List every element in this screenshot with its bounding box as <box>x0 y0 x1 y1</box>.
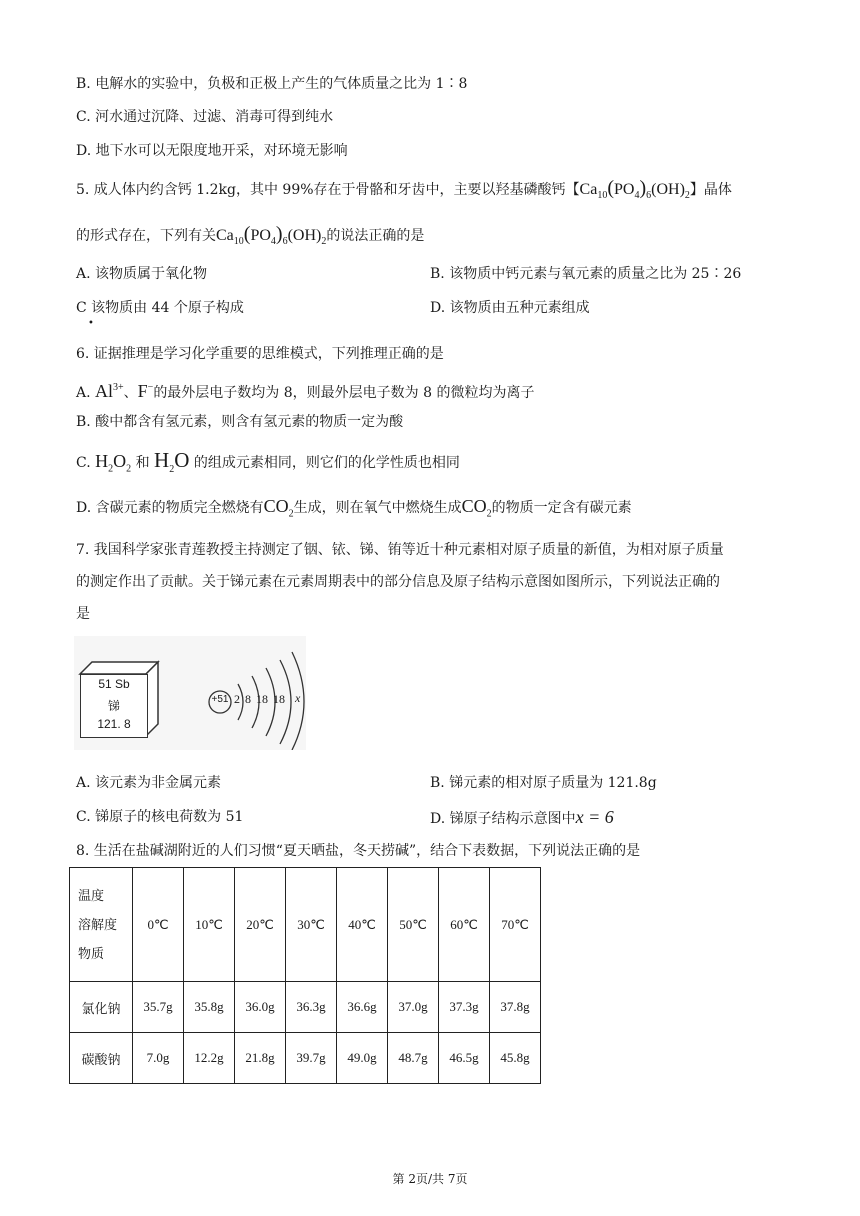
element-card <box>80 674 148 738</box>
q6-option-c: C. $H_2O_2$ 和 $H_2O$ 的组成元素相同，则它们的化学性质也相同 <box>76 448 460 476</box>
row-substance-name: 碳酸钠 <box>70 1033 133 1084</box>
dot-mark: • <box>88 318 94 329</box>
table-cell: 21.8g <box>235 1033 286 1084</box>
row-substance-name: 氯化钠 <box>70 982 133 1033</box>
temp-header: 60℃ <box>439 868 490 982</box>
table-cell: 37.3g <box>439 982 490 1033</box>
table-cell: 45.8g <box>490 1033 541 1084</box>
shell-x-label: x <box>295 691 301 705</box>
header-label-temp: 温度 <box>78 888 105 903</box>
q5-option-d: D. 该物质由五种元素组成 <box>430 300 590 316</box>
header-label-substance: 物质 <box>78 946 105 961</box>
header-label-solubility: 溶解度 <box>78 917 118 932</box>
q6-option-d: D. 含碳元素的物质完全燃烧有$CO_2$生成，则在氧气中燃烧生成$CO_2$的物质一定含有碳元素 <box>76 496 632 520</box>
hydroxyapatite-formula: $Ca_{10}(PO_4)_6(OH)_2$ <box>579 177 690 202</box>
question-7-line-3: 是 <box>76 606 90 622</box>
question-7-line-2: 的测定作出了贡献。关于锑元素在元素周期表中的部分信息及原子结构示意图如图所示，下列说法正确的 <box>76 574 720 590</box>
question-5-line-1: 5. 成人体内约含钙 1.2kg，其中 99%存在于骨骼和牙齿中，主要以羟基磷酸钙【$Ca_{10}(PO_4)_6(OH)_2$】晶体 <box>76 177 732 202</box>
element-name: 锑 <box>107 699 120 713</box>
table-row <box>70 1033 541 1084</box>
q5-option-a: A. 该物质属于氧化物 <box>76 266 208 282</box>
question-5-line-2: 的形式存在，下列有关$Ca_{10}(PO_4)_6(OH)_2$的说法正确的是 <box>76 223 425 248</box>
option-d-text: D. 地下水可以无限度地开采，对环境无影响 <box>76 143 348 159</box>
table-cell: 36.0g <box>235 982 286 1033</box>
table-cell: 12.2g <box>184 1033 235 1084</box>
shell-electrons: 2 8 18 18 <box>234 692 285 706</box>
q7-option-d: D. 锑原子结构示意图中x = 6 <box>430 807 614 827</box>
temp-header: 10℃ <box>184 868 235 982</box>
option-b-text: B. 电解水的实验中，负极和正极上产生的气体质量之比为 1∶8 <box>76 76 468 92</box>
element-number-symbol: 51 Sb <box>98 677 130 691</box>
table-cell: 36.3g <box>286 982 337 1033</box>
table-cell: 35.8g <box>184 982 235 1033</box>
q6-option-a: A. $Al^{3+}$、F−的最外层电子数均为 8，则最外层电子数为 8 的微粒均为离子 <box>76 381 535 401</box>
antimony-figure <box>74 636 306 750</box>
temp-header: 70℃ <box>490 868 541 982</box>
table-cell: 37.8g <box>490 982 541 1033</box>
table-cell: 37.0g <box>388 982 439 1033</box>
question-8-stem: 8. 生活在盐碱湖附近的人们习惯“夏天晒盐，冬天捞碱”，结合下表数据，下列说法正确的是 <box>76 843 641 859</box>
table-header-row <box>70 868 541 982</box>
page-footer: 第 2页/共 7页 <box>392 1172 468 1186</box>
temp-header: 20℃ <box>235 868 286 982</box>
q7-option-c: C. 锑原子的核电荷数为 51 <box>76 809 244 825</box>
table-cell: 48.7g <box>388 1033 439 1084</box>
q6-option-b: B. 酸中都含有氢元素，则含有氢元素的物质一定为酸 <box>76 414 404 430</box>
nucleus-charge: +51 <box>211 694 229 705</box>
table-cell: 39.7g <box>286 1033 337 1084</box>
q7-option-b: B. 锑元素的相对原子质量为 121.8g <box>430 775 657 791</box>
question-7-line-1: 7. 我国科学家张青莲教授主持测定了铟、铱、锑、铕等近十种元素相对原子质量的新值，为相对原子质量 <box>76 542 724 558</box>
q5-option-c: C 该物质由 44 个原子构成 <box>76 300 244 316</box>
question-6-stem: 6. 证据推理是学习化学重要的思维模式，下列推理正确的是 <box>76 346 444 362</box>
temp-header: 0℃ <box>133 868 184 982</box>
temp-header: 30℃ <box>286 868 337 982</box>
q5-option-b: B. 该物质中钙元素与氧元素的质量之比为 25∶26 <box>430 266 742 282</box>
element-mass: 121. 8 <box>97 717 131 731</box>
table-cell: 46.5g <box>439 1033 490 1084</box>
hydroxyapatite-formula-2: $Ca_{10}(PO_4)_6(OH)_2$ <box>216 223 327 248</box>
table-cell: 49.0g <box>337 1033 388 1084</box>
table-cell: 36.6g <box>337 982 388 1033</box>
temp-header: 50℃ <box>388 868 439 982</box>
table-cell: 35.7g <box>133 982 184 1033</box>
table-cell: 7.0g <box>133 1033 184 1084</box>
q7-option-a: A. 该元素为非金属元素 <box>76 775 222 791</box>
header-label-cell <box>70 868 133 982</box>
temp-header: 40℃ <box>337 868 388 982</box>
option-c-text: C. 河水通过沉降、过滤、消毒可得到纯水 <box>76 109 334 125</box>
table-row <box>70 982 541 1033</box>
solubility-table <box>69 867 541 1084</box>
